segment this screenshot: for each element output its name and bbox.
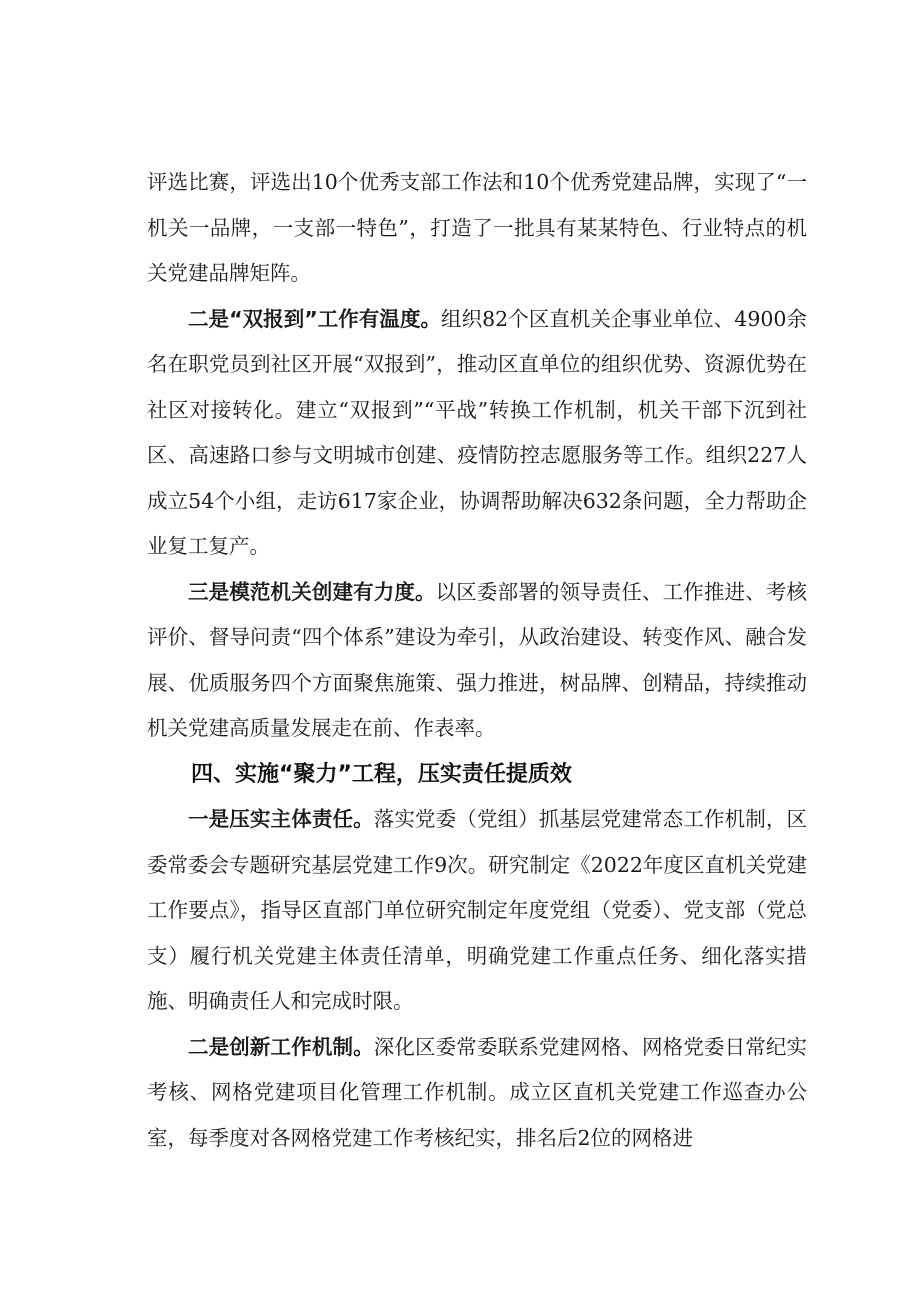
section-heading: 四、实施“聚力”工程，压实责任提质效: [191, 761, 572, 787]
paragraph-text: 以区委部署的领导责任、工作推进、考核评价、督导问责“四个体系”建设为牵引，从政治建设、转变作风、融合发展、优质服务四个方面聚焦施策、强力推进，树品牌、创精品，持续推动机关党建高质量发展走在前、作表率。: [147, 579, 808, 740]
paragraph-lead: 二是创新工作机制。: [188, 1034, 374, 1059]
paragraph-lead: 三是模范机关创建有力度。: [188, 579, 436, 604]
document-body: [147, 160, 807, 1161]
paragraph-double-report: [147, 297, 807, 570]
paragraph-work-mechanism: [147, 1025, 807, 1162]
paragraph-text: 深化区委常委联系党建网格、网格党委日常纪实考核、网格党建项目化管理工作机制。成立区直机关党建工作巡查办公室，每季度对各网格党建工作考核纪实，排名后2位的网格进: [147, 1034, 808, 1150]
paragraph-text: 评选比赛，评选出10个优秀支部工作法和10个优秀党建品牌，实现了“一机关一品牌，一支部一特色”，打造了一批具有某某特色、行业特点的机关党建品牌矩阵。: [147, 170, 807, 285]
paragraph-lead: 一是压实主体责任。: [188, 807, 374, 831]
paragraph-text: 组织82个区直机关企事业单位、4900余名在职党员到社区开展“双报到”，推动区直单位的组织优势、资源优势在社区对接转化。建立“双报到”“平战”转换工作机制，机关干部下沉到社区、高速路口参与文明城市创建、疫情防控志愿服务等工作。组织227人成立54个小组，走访617家企业，协调帮助解决632条问题，全力帮助企业复工复产。: [147, 306, 807, 558]
paragraph-model-organ: [147, 570, 807, 752]
paragraph-main-responsibility: [147, 797, 807, 1025]
paragraph-continued: [147, 160, 807, 297]
paragraph-text: 落实党委（党组）抓基层党建常态工作机制，区委常委会专题研究基层党建工作9次。研究制定《2022年度区直机关党建工作要点》，指导区直部门单位研究制定年度党组（党委）、党支部（党总支）履行机关党建主体责任清单，明确党建工作重点任务、细化落实措施、明确责任人和完成时限。: [147, 807, 808, 1013]
paragraph-lead: 二是“双报到”工作有温度。: [188, 306, 442, 331]
